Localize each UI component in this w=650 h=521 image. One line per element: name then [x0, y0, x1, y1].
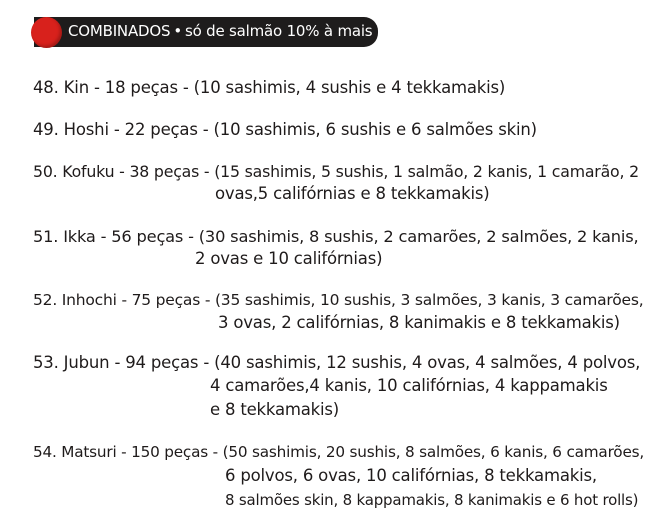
menu-item-line: 6 polvos, 6 ovas, 10 califórnias, 8 tekkamakis,: [225, 466, 597, 485]
header-separator: •: [173, 22, 182, 40]
menu-item-line: ovas,5 califórnias e 8 tekkamakis): [215, 184, 490, 203]
menu-item-line: 50. Kofuku - 38 peças - (15 sashimis, 5 sushis, 1 salmão, 2 kanis, 1 camarão, 2: [33, 162, 639, 181]
menu-item-line: 2 ovas e 10 califórnias): [195, 249, 383, 268]
menu-item-line: 54. Matsuri - 150 peças - (50 sashimis, 20 sushis, 8 salmões, 6 kanis, 6 camarões,: [33, 443, 645, 461]
menu-item-line: 51. Ikka - 56 peças - (30 sashimis, 8 sushis, 2 camarões, 2 salmões, 2 kanis,: [33, 227, 639, 246]
menu-item-line: 4 camarões,4 kanis, 10 califórnias, 4 kappamakis: [210, 376, 608, 395]
menu-item-line: 52. Inhochi - 75 peças - (35 sashimis, 10 sushis, 3 salmões, 3 kanis, 3 camarões,: [33, 291, 644, 309]
section-subtitle: só de salmão 10% à mais: [184, 22, 373, 40]
menu-item-line: 53. Jubun - 94 peças - (40 sashimis, 12 sushis, 4 ovas, 4 salmões, 4 polvos,: [33, 353, 641, 372]
menu-item-line: e 8 tekkamakis): [210, 400, 340, 419]
section-title: COMBINADOS: [68, 22, 171, 40]
menu-item-line: 48. Kin - 18 peças - (10 sashimis, 4 sushis e 4 tekkamakis): [33, 78, 506, 97]
menu-item-line: 3 ovas, 2 califórnias, 8 kanimakis e 8 tekkamakis): [218, 313, 620, 332]
menu-item-line: 8 salmões skin, 8 kappamakis, 8 kanimakis e 6 hot rolls): [225, 491, 639, 509]
menu-item-line: 49. Hoshi - 22 peças - (10 sashimis, 6 sushis e 6 salmões skin): [33, 120, 537, 139]
